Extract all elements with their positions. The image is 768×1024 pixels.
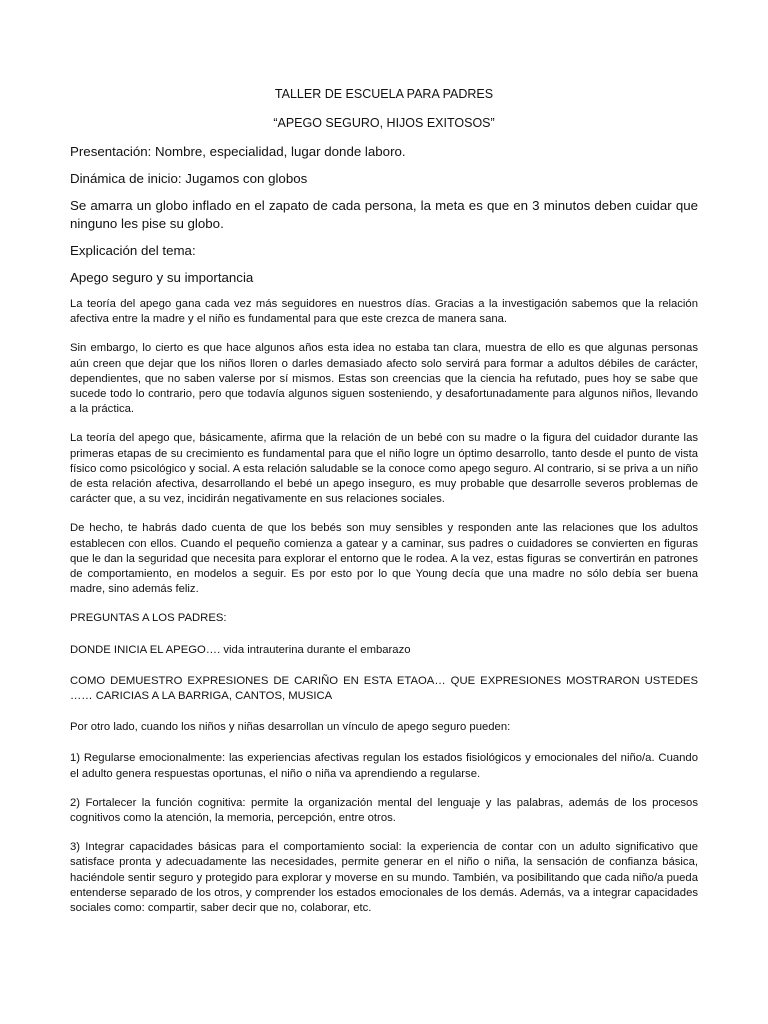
subtema-heading: Apego seguro y su importancia bbox=[70, 270, 254, 285]
document-subtitle: “APEGO SEGURO, HIJOS EXITOSOS” bbox=[273, 116, 495, 130]
pregunta-2: COMO DEMUESTRO EXPRESIONES DE CARIÑO EN ESTA ETAOA… QUE EXPRESIONES MOSTRARON USTEDES …… CARICIAS A LA BARRIGA, CANTOS, MUSICA bbox=[70, 674, 698, 703]
paragraph: La teoría del apego gana cada vez más seguidores en nuestros días. Gracias a la investigación sabemos que la relación afectiva entre la madre y el niño es fundamental para que este crezca de manera sana. bbox=[70, 298, 698, 326]
list-item: 1) Regularse emocionalmente: las experiencias afectivas regulan los estados fisiológicos y emocionales del niño/a. Cuando el adulto genera respuestas oportunas, el niño o niña va aprendiendo a regularse. bbox=[70, 752, 698, 780]
list-item: 2) Fortalecer la función cognitiva: permite la organización mental del lenguaje y las palabras, además de los procesos cognitivos como la atención, la memoria, percepción, entre otros. bbox=[70, 796, 698, 825]
dinamica-line: Dinámica de inicio: Jugamos con globos bbox=[70, 171, 308, 186]
preguntas-heading: PREGUNTAS A LOS PADRES: bbox=[70, 612, 227, 625]
document-title: TALLER DE ESCUELA PARA PADRES bbox=[274, 87, 494, 101]
pregunta-1: DONDE INICIA EL APEGO…. vida intrauterina durante el embarazo bbox=[70, 643, 411, 656]
paragraph: De hecho, te habrás dado cuenta de que los bebés son muy sensibles y responden ante las relaciones que los adultos establecen con ellos. Cuando el pequeño comienza a gatear y a caminar, sus padres o cuidadores se convierten en figuras que le dan la seguridad que necesita para explorar el entorno que le rodea. A la vez, estas figuras se convertirán en patrones de comportamiento, en modelos a seguir. Es por esto por lo que Young decía que una madre no sólo debía ser buena madre, sino además feliz. bbox=[70, 522, 698, 596]
paragraph: La teoría del apego que, básicamente, afirma que la relación de un bebé con su madre o la figura del cuidador durante las primeras etapas de su crecimiento es fundamental para que el niño logre un óptimo desarrollo, tanto desde el punto de vista físico como psicológico y social. A esta relación saludable se la conoce como apego seguro. Al contrario, si se priva a un niño de esta relación afectiva, desarrollando el bebé un apego inseguro, es muy probable que desarrolle severos problemas de carácter que, a su vez, incidirán negativamente en sus relaciones sociales. bbox=[70, 432, 698, 506]
por-otro-lado-text: Por otro lado, cuando los niños y niñas desarrollan un vínculo de apego seguro pueden: bbox=[70, 721, 511, 734]
presentacion-line: Presentación: Nombre, especialidad, lugar donde laboro. bbox=[70, 144, 406, 159]
explicacion-heading: Explicación del tema: bbox=[70, 243, 196, 258]
dinamica-text: Se amarra un globo inflado en el zapato de cada persona, la meta es que en 3 minutos deben cuidar que ninguno les pise su globo. bbox=[70, 198, 698, 231]
list-item: 3) Integrar capacidades básicas para el comportamiento social: la experiencia de contar con un adulto significativo que satisface pronta y adecuadamente las necesidades, permite generar en el niño o niña, la sensación de confianza básica, haciéndole sentir seguro y protegido para explorar y moverse en su mundo. También, va posibilitando que cada niño/a pueda entenderse separado de los otros, y comprender los estados emocionales de los demás. Además, va a integrar capacidades sociales como: compartir, saber decir que no, colaborar, etc. bbox=[70, 841, 698, 915]
paragraph: Sin embargo, lo cierto es que hace algunos años esta idea no estaba tan clara, muestra de ello es que algunas personas aún creen que dejar que los niños lloren o darles demasiado afecto solo servirá para formar a adultos débiles de carácter, dependientes, que no saben valerse por sí mismos. Estas son creencias que la ciencia ha refutado, pues hoy se sabe que sucede todo lo contrario, pero que todavía algunos siguen sosteniendo, y desafortunadamente para algunos niños, llevando a la práctica. bbox=[70, 342, 698, 416]
